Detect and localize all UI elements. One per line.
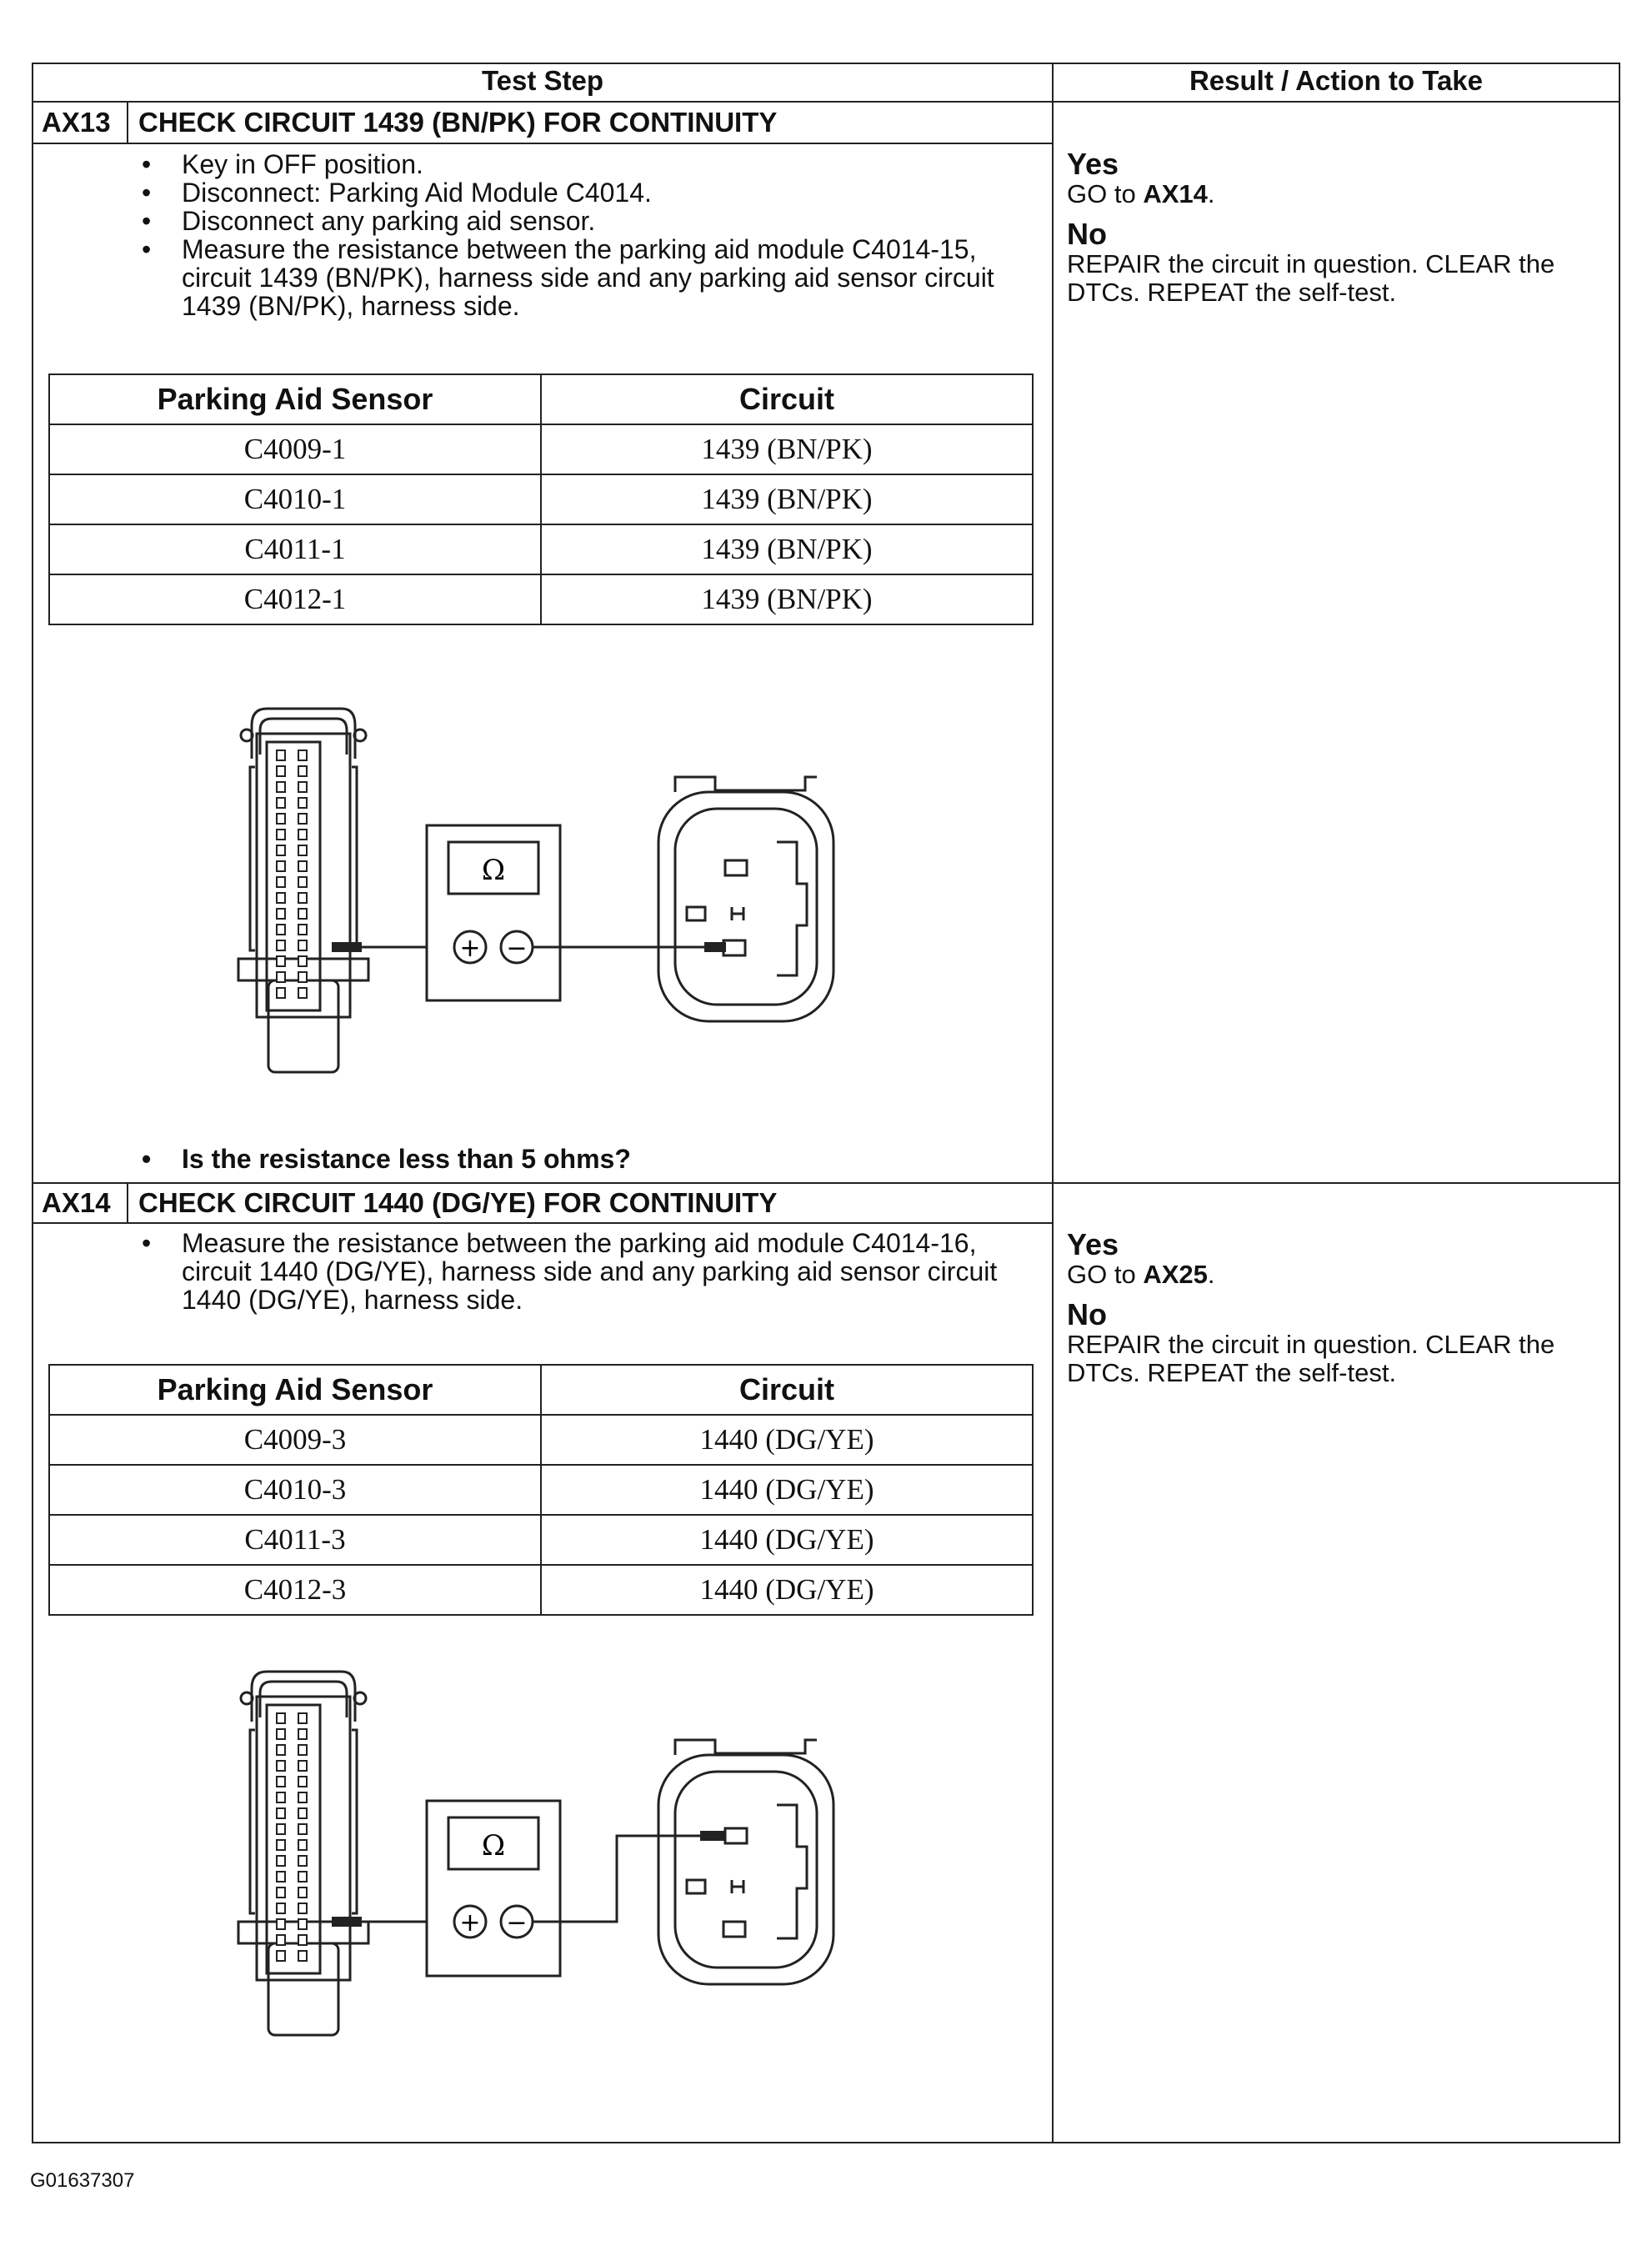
- connector-pin: [277, 1792, 285, 1802]
- connector-pin: [277, 1840, 285, 1850]
- minus-sign: −: [506, 934, 528, 963]
- connector-pin: [277, 972, 285, 982]
- instruction-item: • Key in OFF position.: [125, 150, 1000, 178]
- connector-pin: [298, 750, 307, 760]
- connector-pin: [298, 1745, 307, 1755]
- sensor-cell: C4011-3: [49, 1515, 541, 1565]
- ohmmeter: [427, 1801, 560, 1976]
- connector-pin: [298, 893, 307, 903]
- plus-sign: +: [459, 934, 481, 963]
- yes-action-text: GO to: [1067, 1260, 1144, 1289]
- connector-pin: [277, 1903, 285, 1913]
- instruction-list: [125, 1229, 1000, 1314]
- table-row: [49, 574, 1033, 624]
- sensor-probe-tip: [704, 942, 726, 952]
- connector-pin: [277, 1888, 285, 1898]
- yes-action-end: .: [1207, 179, 1215, 208]
- no-action: REPAIR the circuit in question. CLEAR the DTCs. REPEAT the self-test.: [1067, 1330, 1555, 1387]
- connector-pin: [277, 1919, 285, 1929]
- connector-pin: [298, 988, 307, 998]
- sensor-connector-illustration: [658, 777, 834, 1021]
- ax14-id-divider: [127, 1182, 128, 1222]
- no-label: No: [1067, 217, 1107, 251]
- connector-pin: [298, 814, 307, 824]
- question-item: • Is the resistance less than 5 ohms?: [125, 1145, 1000, 1173]
- no-action: REPAIR the circuit in question. CLEAR the DTCs. REPEAT the self-test.: [1067, 249, 1555, 307]
- connector-pin: [277, 814, 285, 824]
- connector-pin: [277, 1935, 285, 1945]
- circuit-cell: 1439 (BN/PK): [541, 574, 1033, 624]
- table-row: [49, 1515, 1033, 1565]
- connector-pin: [298, 1713, 307, 1723]
- header-rule: [32, 101, 1620, 103]
- connector-pin: [277, 893, 285, 903]
- circuit-cell: 1440 (DG/YE): [541, 1565, 1033, 1615]
- ax13-wiring-illustration: [233, 675, 834, 1075]
- no-label: No: [1067, 1297, 1107, 1331]
- connector-pin: [298, 925, 307, 935]
- step-id: AX14: [42, 1187, 111, 1218]
- circuit-cell: 1440 (DG/YE): [541, 1515, 1033, 1565]
- header-test-step: Test Step: [481, 65, 604, 96]
- yes-action-text: GO to: [1067, 179, 1144, 208]
- yes-target-step: AX14: [1143, 179, 1208, 208]
- connector-pin: [298, 1903, 307, 1913]
- connector-pin: [277, 1745, 285, 1755]
- sensor-circuit-table: [48, 373, 1034, 625]
- connector-pin: [298, 1729, 307, 1739]
- connector-pin: [298, 1777, 307, 1787]
- connector-pin: [277, 956, 285, 966]
- instruction-item: • Measure the resistance between the parking aid module C4014-15, circuit 1439 (BN/PK), harness side and any parking aid sensor circuit 1439 (BN/PK), harness side.: [125, 235, 1000, 320]
- table-row: [49, 1415, 1033, 1465]
- yes-label: Yes: [1067, 1227, 1119, 1261]
- table-row: [49, 524, 1033, 574]
- circuit-cell: 1440 (DG/YE): [541, 1465, 1033, 1515]
- connector-pin: [298, 940, 307, 950]
- connector-pin: [277, 782, 285, 792]
- instruction-item: • Measure the resistance between the parking aid module C4014-16, circuit 1440 (DG/YE), harness side and any parking aid sensor circuit 1440 (DG/YE), harness side.: [125, 1229, 1000, 1314]
- yes-action: [1067, 180, 1617, 208]
- connector-pin-grid: [277, 750, 307, 998]
- figure-code: G01637307: [30, 2169, 135, 2192]
- connector-pin: [277, 877, 285, 887]
- connector-pin: [298, 1919, 307, 1929]
- sensor-cell: C4009-3: [49, 1415, 541, 1465]
- connector-pin: [277, 1872, 285, 1882]
- table-row: [49, 1465, 1033, 1515]
- sensor-connector-illustration: [658, 1740, 834, 1984]
- column-header-sensor: Parking Aid Sensor: [49, 1365, 541, 1415]
- sensor-cell: C4012-1: [49, 574, 541, 624]
- instruction-item: • Disconnect any parking aid sensor.: [125, 207, 1000, 235]
- circuit-cell: 1439 (BN/PK): [541, 524, 1033, 574]
- connector-pin-grid: [277, 1713, 307, 1961]
- plus-sign: +: [459, 1908, 481, 1938]
- module-probe-tip: [332, 942, 362, 952]
- connector-pin: [277, 925, 285, 935]
- connector-pin: [277, 766, 285, 776]
- connector-pin: [298, 861, 307, 871]
- ohm-symbol: Ω: [481, 1829, 506, 1862]
- ax14-title-rule: [32, 1222, 1052, 1224]
- sensor-cell: C4009-1: [49, 424, 541, 474]
- yes-label: Yes: [1067, 147, 1119, 181]
- connector-pin: [277, 1761, 285, 1771]
- connector-pin: [298, 1792, 307, 1802]
- ax13-title-rule: [32, 143, 1052, 144]
- module-probe-tip: [332, 1917, 362, 1927]
- question-list: [125, 1145, 1000, 1173]
- ax14-wiring-illustration: [233, 1638, 834, 2038]
- connector-pin: [277, 861, 285, 871]
- connector-pin: [298, 830, 307, 840]
- connector-pin: [277, 798, 285, 808]
- sensor-circuit-table: [48, 1364, 1034, 1616]
- connector-pin: [298, 1808, 307, 1818]
- connector-pin: [298, 1856, 307, 1866]
- connector-pin: [298, 1761, 307, 1771]
- sensor-probe-tip: [700, 1831, 725, 1841]
- ohm-symbol: Ω: [481, 854, 506, 887]
- ax13-id-divider: [127, 101, 128, 143]
- yes-action-end: .: [1207, 1260, 1215, 1289]
- sensor-cell: C4011-1: [49, 524, 541, 574]
- table-row: [49, 474, 1033, 524]
- connector-pin: [298, 1840, 307, 1850]
- module-connector-illustration: [238, 709, 368, 1072]
- connector-pin: [277, 750, 285, 760]
- circuit-cell: 1439 (BN/PK): [541, 474, 1033, 524]
- connector-pin: [298, 1935, 307, 1945]
- connector-pin: [298, 877, 307, 887]
- connector-pin: [277, 1951, 285, 1961]
- module-connector-illustration: [238, 1672, 368, 2035]
- connector-pin: [298, 845, 307, 855]
- connector-pin: [277, 1824, 285, 1834]
- connector-pin: [298, 1872, 307, 1882]
- connector-pin: [298, 956, 307, 966]
- instruction-item: • Disconnect: Parking Aid Module C4014.: [125, 178, 1000, 207]
- connector-pin: [277, 1729, 285, 1739]
- step-title: CHECK CIRCUIT 1440 (DG/YE) FOR CONTINUITY: [138, 1187, 778, 1218]
- ohmmeter: [427, 825, 560, 1000]
- table-row: [49, 424, 1033, 474]
- yes-action: [1067, 1261, 1617, 1289]
- step-divider: [32, 1182, 1620, 1184]
- circuit-cell: 1439 (BN/PK): [541, 424, 1033, 474]
- connector-pin: [298, 972, 307, 982]
- connector-pin: [298, 1888, 307, 1898]
- connector-pin: [298, 909, 307, 919]
- yes-target-step: AX25: [1143, 1260, 1208, 1289]
- ax13-result-block: [1067, 148, 1617, 307]
- table-row: [49, 1565, 1033, 1615]
- connector-pin: [277, 988, 285, 998]
- circuit-cell: 1440 (DG/YE): [541, 1415, 1033, 1465]
- sensor-cell: C4010-3: [49, 1465, 541, 1515]
- column-header-sensor: Parking Aid Sensor: [49, 374, 541, 424]
- column-header-circuit: Circuit: [541, 374, 1033, 424]
- instruction-list: [125, 150, 1000, 320]
- header-result-action: Result / Action to Take: [1189, 65, 1484, 96]
- minus-sign: −: [506, 1908, 528, 1938]
- connector-pin: [277, 830, 285, 840]
- connector-pin: [277, 940, 285, 950]
- sensor-cell: C4010-1: [49, 474, 541, 524]
- connector-pin: [277, 909, 285, 919]
- ax14-result-block: [1067, 1229, 1617, 1387]
- connector-pin: [277, 1713, 285, 1723]
- step-id: AX13: [42, 107, 111, 138]
- step-title: CHECK CIRCUIT 1439 (BN/PK) FOR CONTINUITY: [138, 107, 778, 138]
- connector-pin: [298, 798, 307, 808]
- connector-pin: [298, 782, 307, 792]
- sensor-cell: C4012-3: [49, 1565, 541, 1615]
- column-header-circuit: Circuit: [541, 1365, 1033, 1415]
- connector-pin: [277, 845, 285, 855]
- connector-pin: [277, 1777, 285, 1787]
- column-divider: [1052, 63, 1054, 2143]
- connector-pin: [298, 1824, 307, 1834]
- connector-pin: [277, 1808, 285, 1818]
- connector-pin: [298, 766, 307, 776]
- connector-pin: [298, 1951, 307, 1961]
- connector-pin: [277, 1856, 285, 1866]
